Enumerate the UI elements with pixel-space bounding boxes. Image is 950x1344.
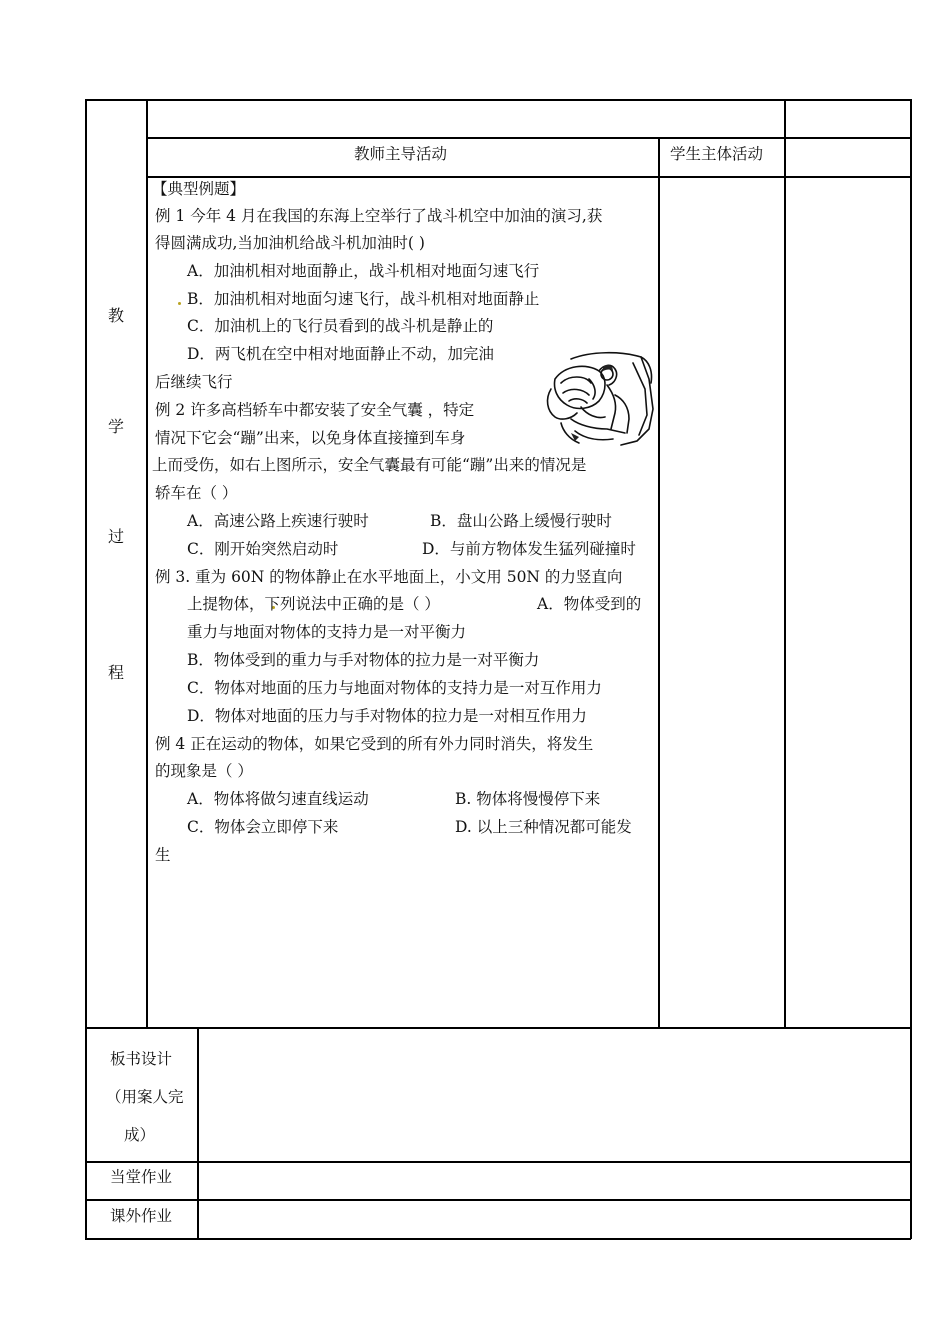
- ex4-option-d-line2: 生: [155, 846, 171, 864]
- ex2-option-b: B．盘山公路上缓慢行驶时: [430, 512, 612, 530]
- ex4-option-a: A．物体将做匀速直线运动: [187, 790, 369, 808]
- ex3-option-a-line2: 重力与地面对物体的支持力是一对平衡力: [187, 623, 467, 641]
- ex2-option-c: C．刚开始突然启动时: [187, 540, 339, 558]
- board-design-label-1: 板书设计: [110, 1050, 173, 1068]
- ex2-line2: 情况下它会“蹦”出来，以免身体直接撞到车身: [155, 429, 466, 447]
- ex3-option-d: D．物体对地面的压力与手对物体的拉力是一对相互作用力: [187, 707, 587, 725]
- ex2-line3: 上而受伤，如右上图所示，安全气囊最有可能“蹦”出来的情况是: [152, 456, 587, 474]
- classwork-bottom-border: [85, 1199, 911, 1201]
- board-design-label-3: 成）: [124, 1126, 156, 1144]
- homework-label: 课外作业: [110, 1207, 173, 1225]
- ex4-line2: 的现象是（ ）: [155, 762, 253, 780]
- ex1-option-d-line2: 后继续飞行: [155, 373, 233, 391]
- classwork-label: 当堂作业: [110, 1168, 173, 1186]
- ex1-line2: 得圆满成功,当加油机给战斗机加油时( ): [155, 234, 425, 252]
- side-label-char-4: 程: [108, 663, 125, 682]
- ex1-option-c: C．加油机上的飞行员看到的战斗机是静止的: [187, 317, 494, 335]
- teacher-activity-header: 教师主导活动: [354, 145, 448, 163]
- ex3-option-a-line1: A．物体受到的: [537, 595, 642, 613]
- airbag-illustration: [541, 349, 656, 447]
- section-title: 【典型例题】: [152, 180, 246, 198]
- board-bottom-border: [85, 1161, 911, 1163]
- ex1-option-d-line1: D．两飞机在空中相对地面静止不动，加完油: [187, 345, 494, 363]
- side-label-char-1: 教: [108, 306, 125, 325]
- ex2-line1: 例 2 许多高档轿车中都安装了安全气囊 ，特定: [155, 401, 475, 419]
- ex4-option-b: B. 物体将慢慢停下来: [455, 790, 601, 808]
- teacher-student-divider: [658, 137, 660, 1028]
- ex4-option-d-line1: D. 以上三种情况都可能发: [455, 818, 632, 836]
- header-row-bottom-border: [146, 176, 911, 178]
- table-top-border: [85, 99, 911, 101]
- ex2-line4: 轿车在（ ）: [155, 484, 238, 502]
- ex1-option-b: B．加油机相对地面匀速飞行，战斗机相对地面静止: [187, 290, 540, 308]
- decoration-dot: [178, 302, 181, 305]
- ex2-option-d: D．与前方物体发生猛列碰撞时: [422, 540, 636, 558]
- bottom-label-divider: [197, 1027, 199, 1239]
- table-left-border: [85, 99, 87, 1239]
- student-activity-header: 学生主体活动: [670, 145, 764, 163]
- table-bottom-border: [85, 1238, 911, 1240]
- side-label-char-2: 学: [108, 417, 125, 436]
- process-label-divider: [146, 99, 148, 1028]
- ex3-option-c: C．物体对地面的压力与地面对物体的支持力是一对互作用力: [187, 679, 602, 697]
- ex3-line2: 上提物体，下列说法中正确的是（ ）: [187, 595, 440, 613]
- ex3-option-b: B．物体受到的重力与手对物体的拉力是一对平衡力: [187, 651, 540, 669]
- ex1-option-a: A．加油机相对地面静止，战斗机相对地面匀速飞行: [187, 262, 540, 280]
- header-row-border: [146, 137, 911, 139]
- ex2-option-a: A．高速公路上疾速行驶时: [187, 512, 369, 530]
- ex4-option-c: C．物体会立即停下来: [187, 818, 339, 836]
- side-label-char-3: 过: [108, 527, 125, 546]
- ex4-line1: 例 4 正在运动的物体，如果它受到的所有外力同时消失，将发生: [155, 735, 594, 753]
- process-bottom-border: [85, 1027, 911, 1029]
- ex1-line1: 例 1 今年 4 月在我国的东海上空举行了战斗机空中加油的演习,获: [155, 207, 603, 225]
- board-design-label-2: （用案人完: [106, 1088, 184, 1106]
- table-right-border: [910, 99, 912, 1239]
- ex3-line1: 例 3. 重为 60N 的物体静止在水平地面上，小文用 50N 的力竖直向: [155, 568, 623, 586]
- student-extra-divider: [784, 99, 786, 1028]
